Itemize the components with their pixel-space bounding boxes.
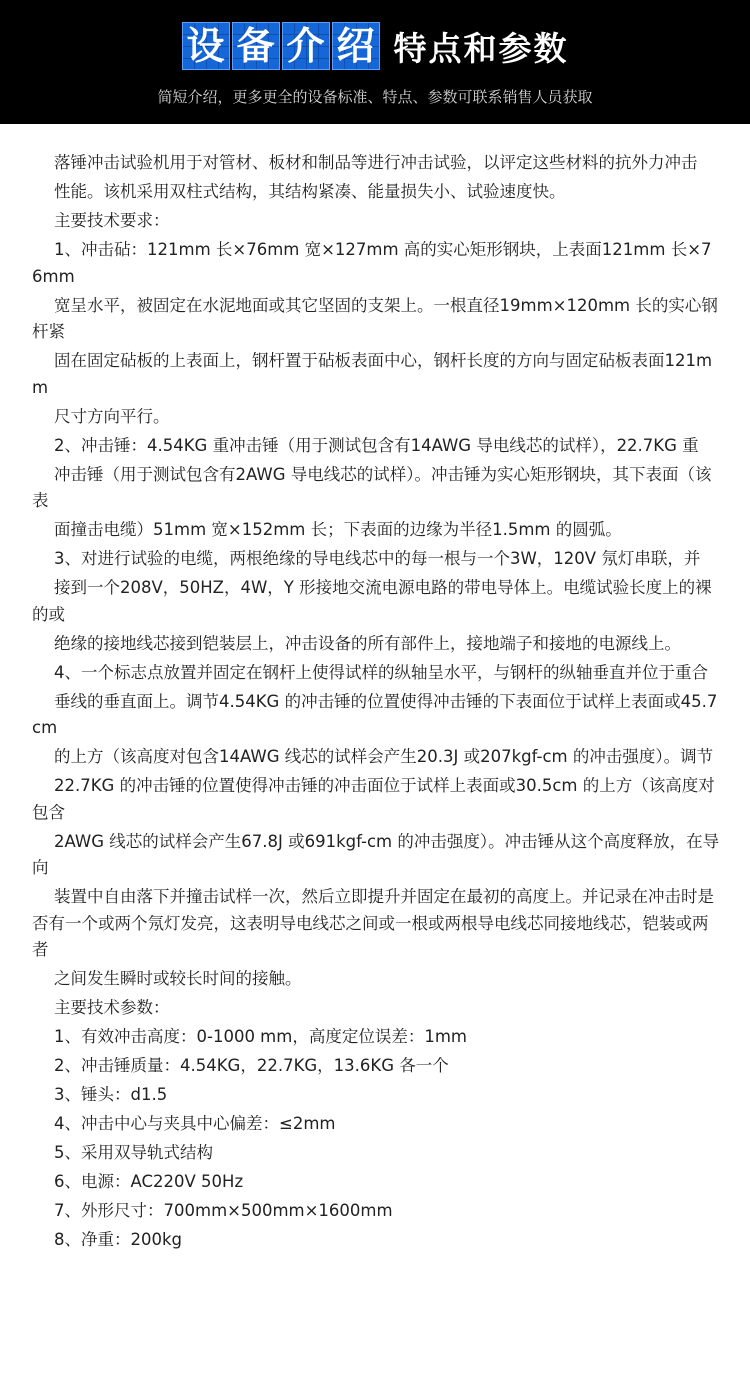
spec-item: 2、冲击锤质量：4.54KG，22.7KG，13.6KG 各一个 [54, 1056, 449, 1075]
spec-item: 7、外形尺寸：700mm×500mm×1600mm [54, 1201, 393, 1220]
text-line: 落锤冲击试验机用于对管材、板材和制品等进行冲击试验，以评定这些材料的抗外力冲击 [54, 153, 698, 172]
text-line: 冲击锤（用于测试包含有2AWG 导电线芯的试样）。冲击锤为实心矩形钢块，其下表面（该表 [32, 464, 712, 510]
spec-item: 3、锤头：d1.5 [54, 1085, 168, 1104]
text-line: 3、对进行试验的电缆，两根绝缘的导电线芯中的每一根与一个3W，120V 氖灯串联，并 [54, 549, 701, 568]
text-line: 2、冲击锤：4.54KG 重冲击锤（用于测试包含有14AWG 导电线芯的试样），22.7KG 重 [54, 435, 699, 455]
text-line: 尺寸方向平行。 [54, 406, 170, 426]
title-row [0, 22, 750, 70]
text-line: 宽呈水平，被固定在水泥地面或其它坚固的支架上。一根直径19mm×120mm 长的实心钢杆紧 [32, 295, 718, 341]
header-banner [0, 0, 750, 124]
spec-item: 1、有效冲击高度：0-1000 mm，高度定位误差：1mm [54, 1027, 467, 1046]
text-line: 主要技术要求： [54, 211, 170, 230]
text-line: 1、冲击砧：121mm 长×76mm 宽×127mm 高的实心矩形钢块，上表面121mm 长×76mm [32, 240, 712, 286]
text-line: 之间发生瞬时或较长时间的接触。 [54, 969, 302, 988]
spec-item: 6、电源：AC220V 50Hz [54, 1172, 244, 1191]
text-line: 的上方（该高度对包含14AWG 线芯的试样会产生20.3J 或207kgf-cm 的冲击强度）。调节 [54, 747, 714, 766]
content-body [0, 124, 750, 1254]
spec-item: 8、净重：200kg [54, 1230, 183, 1249]
text-line: 接到一个208V，50HZ，4W，Y 形接地交流电源电路的带电导体上。电缆试验长度上的裸的或 [32, 578, 712, 624]
text-line: 装置中自由落下并撞击试样一次，然后立即提升并固定在最初的高度上。并记录在冲击时是否有一个或两个氖灯发亮，这表明导电线芯之间或一根或两根导电线芯同接地线芯，铠装或两者 [32, 887, 714, 959]
title-char: 介 [282, 22, 330, 70]
text-line: 面撞击电缆）51mm 宽×152mm 长；下表面的边缘为半径1.5mm 的圆弧。 [54, 520, 622, 539]
grid-title [182, 22, 380, 70]
page-subtitle: 特点和参数 [393, 28, 569, 68]
title-char: 设 [182, 22, 230, 70]
title-char: 绍 [332, 22, 380, 70]
section-heading: 主要技术参数： [54, 998, 170, 1017]
spec-item: 5、采用双导轨式结构 [54, 1143, 213, 1162]
text-line: 垂线的垂直面上。调节4.54KG 的冲击锤的位置使得冲击锤的下表面位于试样上表面或45.7cm [32, 691, 718, 737]
text-line: 性能。该机采用双柱式结构，其结构紧凑、能量损失小、试验速度快。 [54, 182, 566, 201]
text-line: 22.7KG 的冲击锤的位置使得冲击锤的冲击面位于试样上表面或30.5cm 的上方（该高度对包含 [32, 776, 715, 822]
text-line: 固在固定砧板的上表面上，钢杆置于砧板表面中心，钢杆长度的方向与固定砧板表面121mm [32, 351, 713, 397]
text-line: 绝缘的接地线芯接到铠装层上，冲击设备的所有部件上，接地端子和接地的电源线上。 [54, 633, 681, 653]
header-description: 简短介绍，更多更全的设备标准、特点、参数可联系销售人员获取 [157, 88, 593, 106]
text-line: 4、一个标志点放置并固定在钢杆上使得试样的纵轴呈水平，与钢杆的纵轴垂直并位于重合 [54, 662, 708, 682]
text-line: 2AWG 线芯的试样会产生67.8J 或691kgf-cm 的冲击强度）。冲击锤从这个高度释放，在导向 [32, 831, 720, 877]
title-char: 备 [232, 22, 280, 70]
spec-item: 4、冲击中心与夹具中心偏差：≤2mm [54, 1114, 336, 1133]
